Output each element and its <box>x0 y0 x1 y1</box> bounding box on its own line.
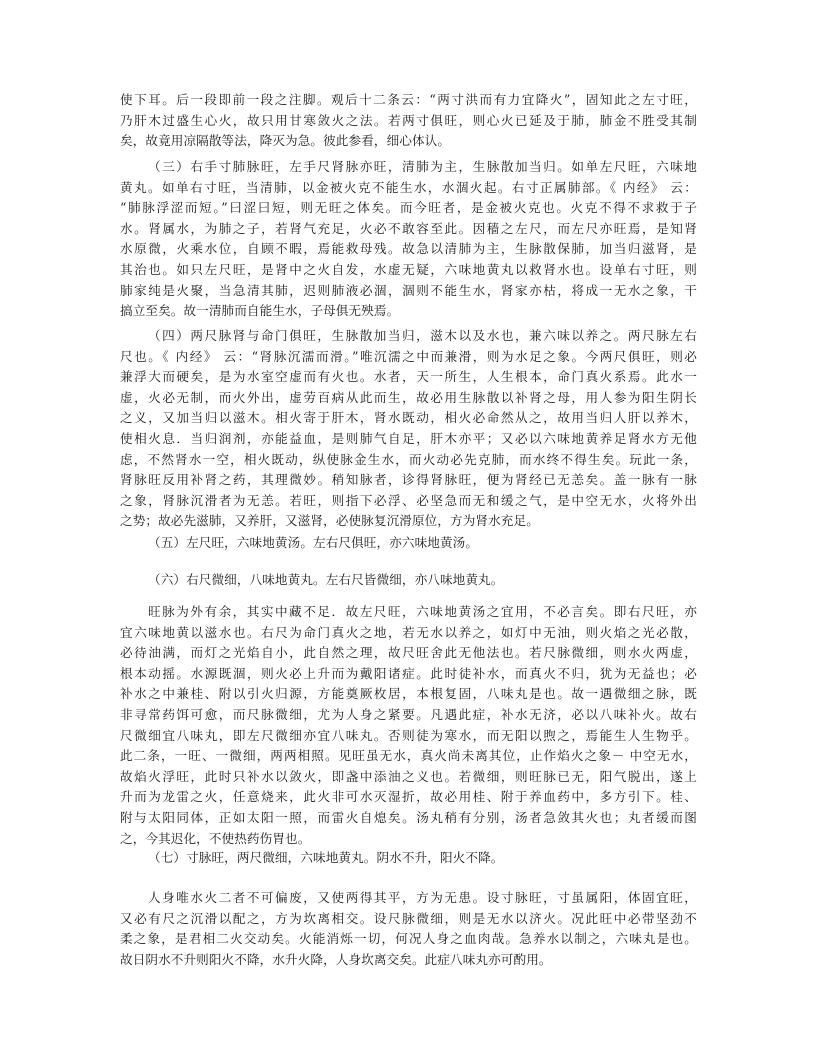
text-line: 尺微细宜八味丸，即左尺微细亦宜八味丸。否则徒为寒水，而无阳以煦之，焉能生人生物乎。 <box>120 727 697 743</box>
text-line: 尺也。《 内经》 云：“肾脉沉濡而滑。”唯沉濡之中而兼滑，则为水足之象。今两尺俱旺，则必 <box>120 348 697 364</box>
text-line: 兼浮大而硬矣，是为水室空虚而有火也。水者，天一所生，人生根本，命门真火系焉。此水一 <box>120 369 697 385</box>
paragraph-commentary-6 <box>120 602 697 849</box>
text-line: 虑，不然肾水一空，相火既动，纵使脉金生水，而火动必先克肺，而水终不得生矣。玩此一条， <box>120 451 697 467</box>
text-line: 根本动摇。水源既涸，则火必上升而为戴阳诸症。此时徒补水，而真火不归，犹为无益也；必 <box>120 665 697 681</box>
text-line: 此二条，一旺、一微细，两两相照。见旺虽无水，真火尚未离其位，止作焰火之象－ 中空无水， <box>120 748 697 764</box>
text-line: 之义，又加当归以滋木。相火寄于肝木，肾水既动，相火必命然从之，故用当归人肝以养木， <box>120 410 697 426</box>
paragraph-section-5 <box>120 533 697 554</box>
text-line: 故焰火浮旺，此时只补水以敛火，即盏中添油之义也。若微细，则旺脉已无，阳气脱出，遂上 <box>120 768 697 784</box>
text-line: 宜六味地黄以滋水也。右尺为命门真火之地，若无水以养之，如灯中无油，则火焰之光必散， <box>120 624 697 640</box>
paragraph-commentary-7 <box>120 888 697 970</box>
text-line: （六）右尺微细，八味地黄丸。左右尺皆微细，亦八味地黄丸。 <box>148 572 504 587</box>
text-line: （五）左尺旺，六味地黄汤。左右尺俱旺，亦六味地黄汤。 <box>148 535 479 550</box>
paragraph-section-7 <box>120 848 697 869</box>
text-line: 旺脉为外有余，其实中藏不足．故左尺旺，六味地黄汤之宜用，不必言矣。即右尺旺，亦 <box>148 604 697 619</box>
text-line: 人身唯水火二者不可偏废，又使两得其平，方为无患。设寸脉旺，寸虽属阳，体固宜旺， <box>148 890 697 905</box>
text-line: 肺家纯是火聚，当急清其肺，迟则肺液必涸，涸则不能生水，肾家亦枯，将成一无水之象，干 <box>120 282 697 298</box>
text-line: 虚，火必无制，而火外出，虚劳百病从此而生，故必用生脉散以补肾之母，用人参为阳生阴长 <box>120 389 697 405</box>
paragraph-section-6 <box>120 570 697 591</box>
text-line: 肾脉旺反用补肾之药，其理微妙。稍知脉者，诊得肾脉旺，便为肾经已无恙矣。盖一脉有一脉 <box>120 472 697 488</box>
paragraph-section-4 <box>120 326 697 532</box>
text-line: 水原微，火乘水位，自顾不暇，焉能救母残。故急以清肺为主，生脉散保肺，加当归滋肾，是 <box>120 241 697 257</box>
text-line: 柔之象，是君相二火交动矣。火能消烁一切，何况人身之血肉哉。急养水以制之，六味丸是也。 <box>120 931 697 947</box>
text-line: 搞立至矣。故一清肺而自能生水，子母俱无殃焉。 <box>120 303 400 319</box>
paragraph-intro <box>120 90 697 152</box>
text-line: （四）两尺脉肾与命门俱旺，生脉散加当归，滋木以及水也，兼六味以养之。两尺脉左右 <box>148 328 697 343</box>
text-line: 附与太阳同体，正如太阳一照，而雷火自熄矣。汤丸稍有分别，汤者急敛其火也；丸者缓而图 <box>120 809 697 825</box>
text-line: 之，今其迟化，不使热药伤胃也。 <box>120 830 311 846</box>
text-line: （七）寸脉旺，两尺微细，六味地黄丸。阴水不升，阳火不降。 <box>148 850 504 865</box>
text-line: 矣，故竟用凉隔散等法，降灭为急。彼此参看，细心体认。 <box>120 133 451 149</box>
paragraph-section-3 <box>120 157 697 322</box>
text-line: 水。肾属水，为肺之子，若肾气充足，火必不敢容至此。因穑之左尺，而左尺亦旺焉，是知肾 <box>120 220 697 236</box>
text-line: 非寻常药饵可愈，而尺脉微细，尤为人身之紧要。凡遇此症，补水无济，必以八味补火。故右 <box>120 706 697 722</box>
text-line: 必待油满，而灯之光焰自小，此自然之理，故尺旺舍此无他法也。若尺脉微细，则水火两虚， <box>120 645 697 661</box>
text-line: 黄丸。如单右寸旺，当清肺，以金被火克不能生水，水涸火起。右寸正属肺部。《 内经》 云： <box>120 179 697 195</box>
text-line: 又必有尺之沉滑以配之，方为坎离相交。设尺脉微细，则是无水以济火。况此旺中必带坚劲不 <box>120 910 697 926</box>
text-line: “肺脉浮涩而短。”曰涩曰短，则无旺之体矣。而今旺者，是金被火克也。火克不得不求救于子 <box>120 200 697 216</box>
text-line: 之象，肾脉沉滑者为无恙。若旺，则指下必浮、必坚急而无和缓之气，是中空无水，火将外出 <box>120 492 697 508</box>
text-line: 使相火息．当归润剂，亦能益血，是则肺气自足，肝木亦平；又必以六味地黄养足肾水方无他 <box>120 430 697 446</box>
text-line: 乃肝木过盛生心火，故只用甘寒敛火之法。若两寸俱旺，则心火已延及于肺，肺金不胜受其制 <box>120 112 697 128</box>
text-line: 升而为龙雷之火，任意烧来，此火非可水灭湿折，故必用桂、附于养血药中，多方引下。桂、 <box>120 789 697 805</box>
text-line: 使下耳。后一段即前一段之注脚。观后十二条云：“两寸洪而有力宜降火”，固知此之左寸旺， <box>120 92 697 107</box>
text-line: （三）右手寸肺脉旺，左手尺肾脉亦旺，清肺为主，生脉散加当归。如单左尺旺，六味地 <box>148 159 697 174</box>
text-line: 补水之中兼桂、附以引火归源，方能奠厥枚居，本根复固，八味丸是也。故一遇微细之脉，既 <box>120 686 697 702</box>
text-line: 故日阴水不升则阳火不降，水升火降，人身坎离交矣。此症八味丸亦可酌用。 <box>120 951 552 967</box>
text-line: 其治也。如只左尺旺，是肾中之火自发，水虚无疑，六味地黄丸以救肾水也。设单右寸旺，则 <box>120 261 697 277</box>
text-line: 之势；故必先滋肺，又养肝，又滋肾，必使脉复沉滑原位，方为肾水充足。 <box>120 513 539 529</box>
